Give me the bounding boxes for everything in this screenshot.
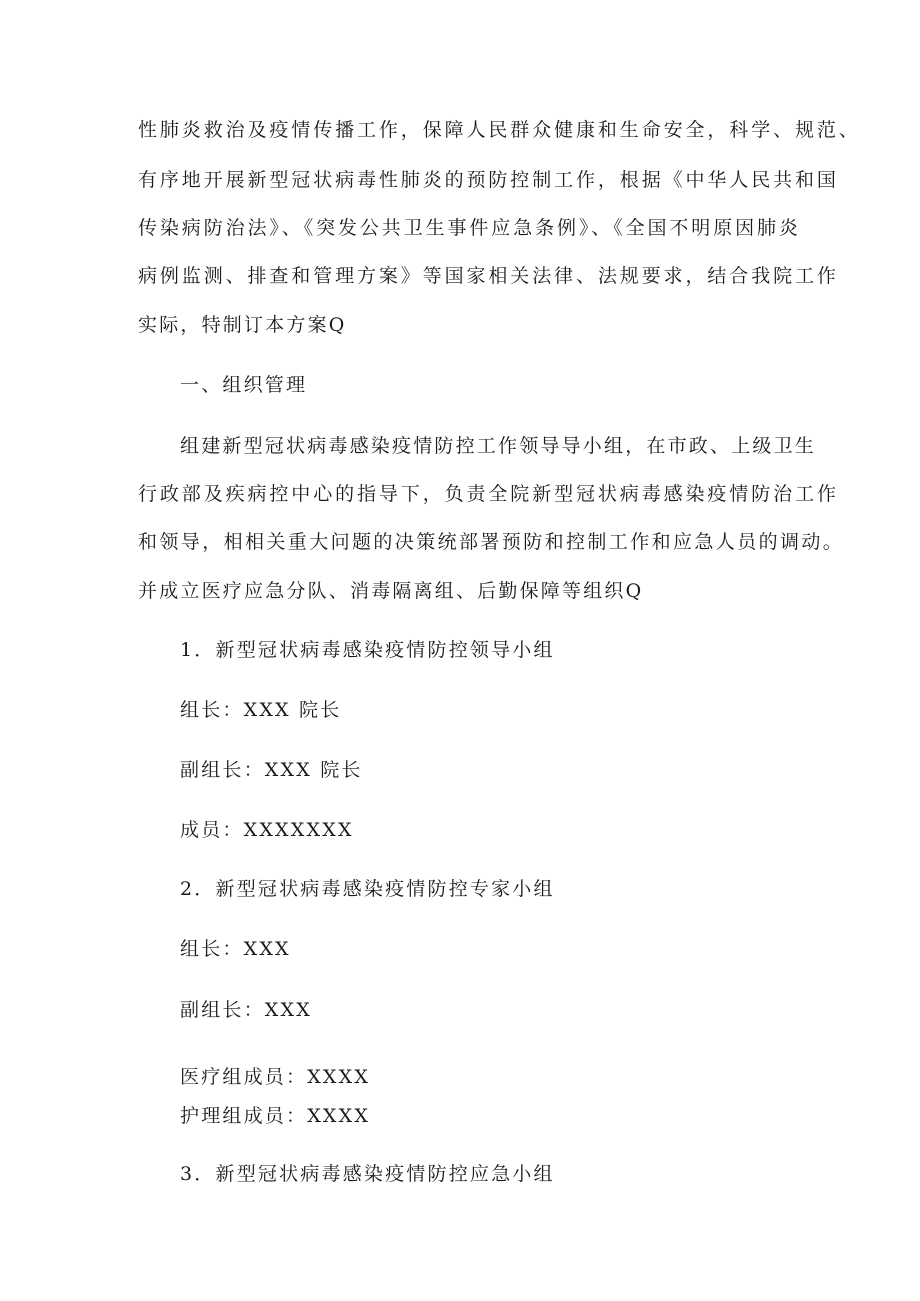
intro-line-2: 有序地开展新型冠状病毒性肺炎的预防控制工作，根据《中华人民共和国 xyxy=(138,169,839,191)
section-heading-organization: 一、组织管理 xyxy=(180,374,308,396)
group1-members: 成员：XXXXXXX xyxy=(180,819,354,841)
intro-line-5: 实际，特制订本方案Q xyxy=(138,314,347,336)
group3-title: 3．新型冠状病毒感染疫情防控应急小组 xyxy=(180,1163,555,1185)
intro-line-1: 性肺炎救治及疫情传播工作，保障人民群众健康和生命安全，科学、规范、 xyxy=(138,119,861,141)
intro-line-4: 病例监测、排查和管理方案》等国家相关法律、法规要求，结合我院工作 xyxy=(138,265,839,287)
group2-leader: 组长：XXX xyxy=(180,938,291,960)
group1-title: 1．新型冠状病毒感染疫情防控领导小组 xyxy=(180,639,555,661)
section1-line-2: 行政部及疾病控中心的指导下，负责全院新型冠状病毒感染疫情防治工作 xyxy=(138,483,839,505)
group1-deputy: 副组长：XXX 院长 xyxy=(180,759,363,781)
group2-deputy: 副组长：XXX xyxy=(180,999,312,1021)
group2-medical-members: 医疗组成员：XXXX xyxy=(180,1066,371,1088)
section1-line-3: 和领导，相相关重大问题的决策统部署预防和控制工作和应急人员的调动。 xyxy=(138,531,845,553)
intro-line-3: 传染病防治法》、《突发公共卫生事件应急条例》、《全国不明原因肺炎 xyxy=(138,217,801,239)
group2-nursing-members: 护理组成员：XXXX xyxy=(180,1105,371,1127)
section1-line-4: 并成立医疗应急分队、消毒隔离组、后勤保障等组织Q xyxy=(138,580,644,602)
group1-leader: 组长：XXX 院长 xyxy=(180,699,342,721)
group2-title: 2．新型冠状病毒感染疫情防控专家小组 xyxy=(180,878,555,900)
section1-line-1: 组建新型冠状病毒感染疫情防控工作领导导小组，在市政、上级卫生 xyxy=(180,435,817,457)
